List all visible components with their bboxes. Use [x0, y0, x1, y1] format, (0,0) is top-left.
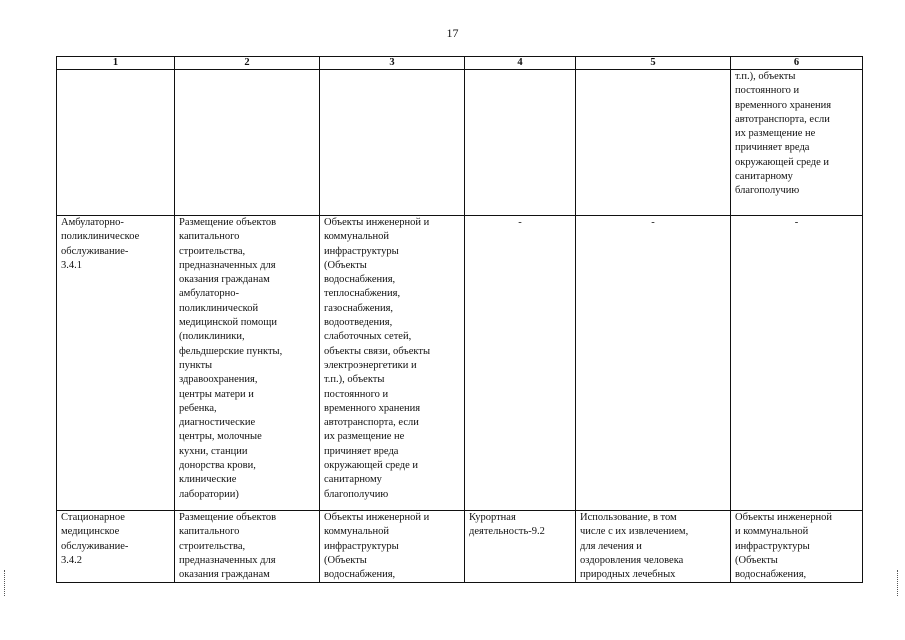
column-header-6: 6	[731, 57, 863, 70]
table-cell: Объекты инженерной и коммунальной инфраструктуры (Объекты водоснабжения, теплоснабжения, газоснабжения, водоотведения, слаботочных сетей, объекты связи, объекты электроэнергетики и т.п.), объекты постоянного и временного хранения автотранспорта, если их размещение не причиняет вреда окружающей среде и санитарному благополучию	[320, 216, 465, 511]
table-cell: -	[731, 216, 863, 511]
table-cell: Стационарное медицинское обслуживание- 3.4.2	[57, 511, 175, 583]
page-number: 17	[446, 26, 459, 40]
table-cell	[465, 70, 576, 216]
table-cell	[57, 70, 175, 216]
table-cell	[320, 70, 465, 216]
scan-margin-mark	[4, 570, 7, 596]
table-cell: Размещение объектов капитального строительства, предназначенных для оказания гражданам амбулаторно- поликлинической медицинской помощи (поликлиники, фельдшерские пункты, пункты здравоохранения, центры матери и ребенка, диагностические центры, молочные кухни, станции донорства крови, клинические лаборатории)	[175, 216, 320, 511]
table-cell: Амбулаторно- поликлиническое обслуживание- 3.4.1	[57, 216, 175, 511]
table-cell: т.п.), объекты постоянного и временного хранения автотранспорта, если их размещение не причиняет вреда окружающей среде и санитарному благополучию	[731, 70, 863, 216]
column-header-1: 1	[57, 57, 175, 70]
table-cell: Использование, в том числе с их извлечением, для лечения и оздоровления человека природных лечебных	[576, 511, 731, 583]
table-row	[57, 216, 863, 511]
table-cell: Объекты инженерной и коммунальной инфраструктуры (Объекты водоснабжения,	[320, 511, 465, 583]
column-header-3: 3	[320, 57, 465, 70]
column-header-5: 5	[576, 57, 731, 70]
column-header-2: 2	[175, 57, 320, 70]
table-cell: -	[465, 216, 576, 511]
table-header-row	[57, 57, 863, 70]
land-use-table	[56, 56, 863, 583]
table-cell	[175, 70, 320, 216]
table-cell: -	[576, 216, 731, 511]
table-cell: Объекты инженерной и коммунальной инфраструктуры (Объекты водоснабжения,	[731, 511, 863, 583]
table-row	[57, 70, 863, 216]
table-cell: Размещение объектов капитального строительства, предназначенных для оказания гражданам	[175, 511, 320, 583]
table-cell	[576, 70, 731, 216]
table-row	[57, 511, 863, 583]
table-cell: Курортная деятельность-9.2	[465, 511, 576, 583]
scan-margin-mark	[897, 570, 900, 596]
column-header-4: 4	[465, 57, 576, 70]
